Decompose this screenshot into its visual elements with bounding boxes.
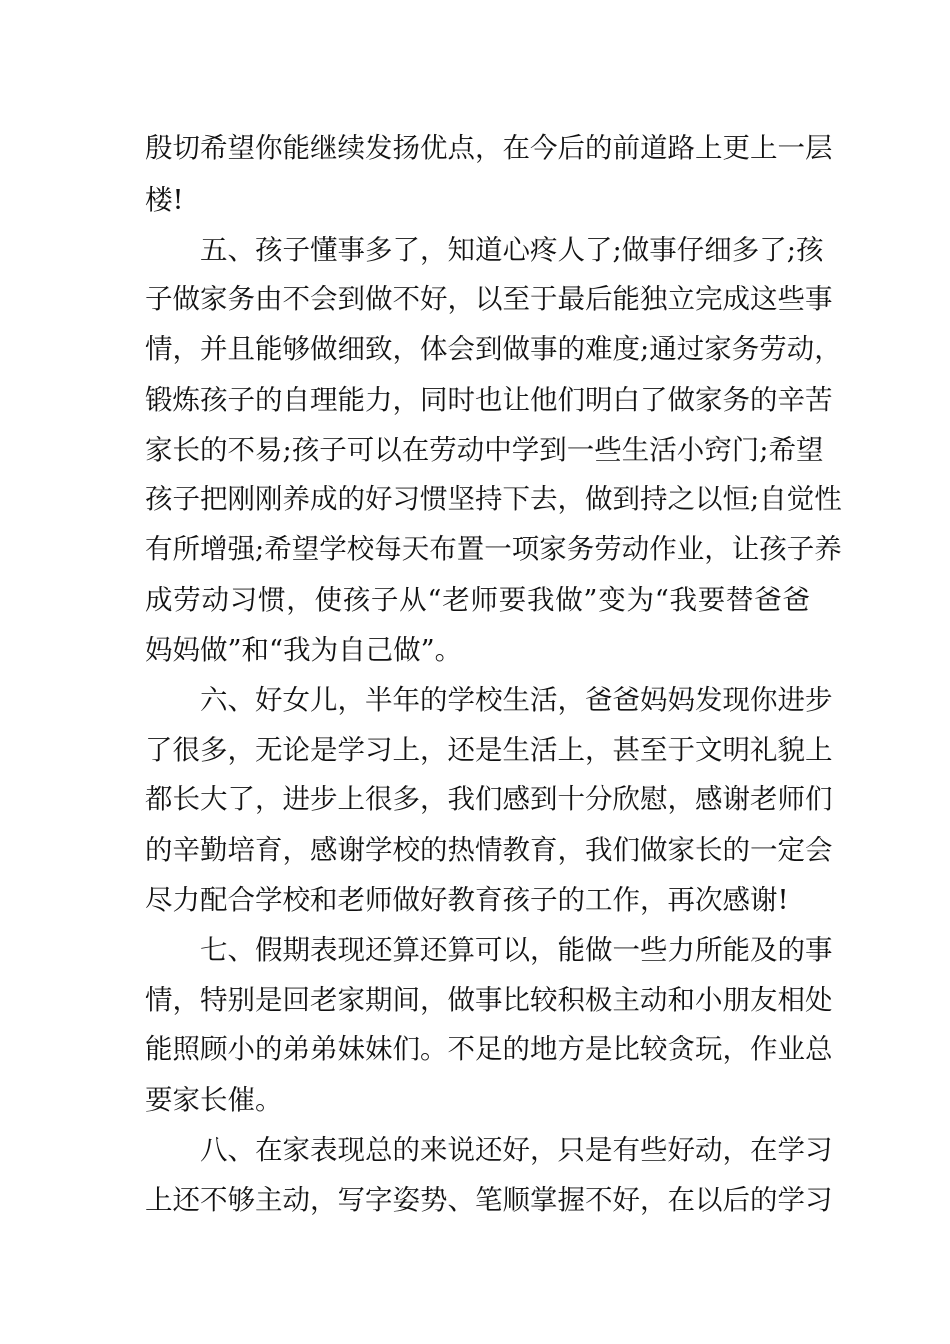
paragraph-5-first-line: 五、孩子懂事多了，知道心疼人了;做事仔细多了;孩 [200,234,824,266]
text-line: 了很多，无论是学习上，还是生活上，甚至于文明礼貌上 [145,734,833,766]
text-line: 能照顾小的弟弟妹妹们。不足的地方是比较贪玩，作业总 [145,1033,833,1065]
text-line: 上还不够主动，写字姿势、笔顺掌握不好，在以后的学习 [145,1184,833,1216]
text-line: 子做家务由不会到做不好，以至于最后能独立完成这些事 [145,283,833,315]
text-line: 锻炼孩子的自理能力，同时也让他们明白了做家务的辛苦 [145,384,833,416]
text-line: 楼! [145,184,184,216]
paragraph-8-first-line: 八、在家表现总的来说还好，只是有些好动，在学习 [200,1134,833,1166]
text-line: 的辛勤培育，感谢学校的热情教育，我们做家长的一定会 [145,834,833,866]
text-line: 有所增强;希望学校每天布置一项家务劳动作业，让孩子养 [145,533,842,565]
text-line: 妈妈做”和“我为自己做”。 [145,634,463,666]
text-line: 殷切希望你能继续发扬优点，在今后的前道路上更上一层 [145,132,833,164]
paragraph-6-first-line: 六、好女儿，半年的学校生活，爸爸妈妈发现你进步 [200,684,833,716]
text-line: 情，并且能够做细致，体会到做事的难度;通过家务劳动， [145,333,842,365]
text-line: 都长大了，进步上很多，我们感到十分欣慰，感谢老师们 [145,783,833,815]
text-line: 尽力配合学校和老师做好教育孩子的工作，再次感谢! [145,884,789,916]
text-line: 孩子把刚刚养成的好习惯坚持下去，做到持之以恒;自觉性 [145,483,842,515]
text-line: 要家长催。 [145,1084,283,1116]
text-line: 家长的不易;孩子可以在劳动中学到一些生活小窍门;希望 [145,434,824,466]
text-line: 成劳动习惯，使孩子从“老师要我做”变为“我要替爸爸 [145,584,810,616]
text-line: 情，特别是回老家期间，做事比较积极主动和小朋友相处 [145,984,833,1016]
paragraph-7-first-line: 七、假期表现还算还算可以，能做一些力所能及的事 [200,934,833,966]
